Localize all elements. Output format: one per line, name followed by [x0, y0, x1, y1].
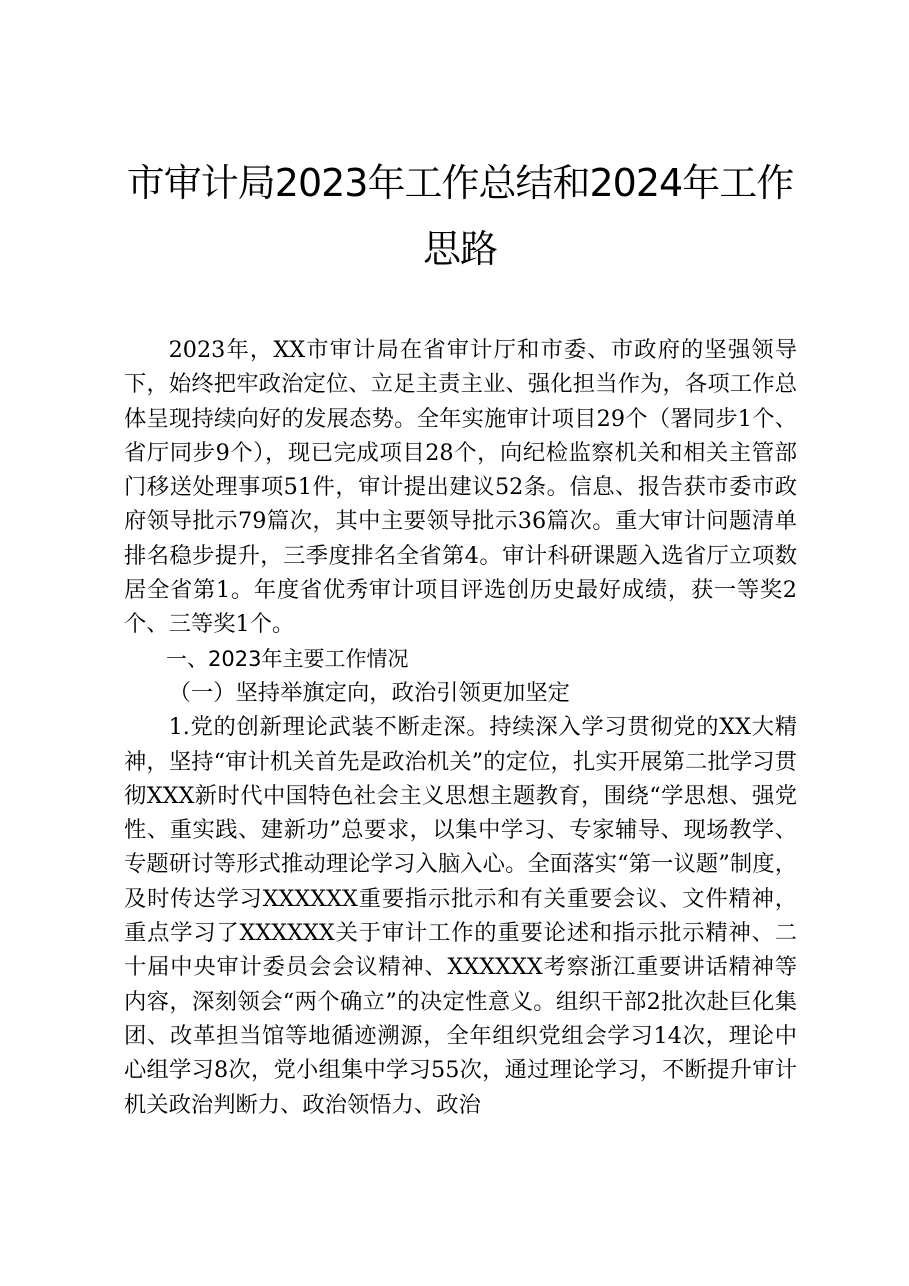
body-paragraph: 1.党的创新理论武装不断走深。持续深入学习贯彻党的XX大精神，坚持“审计机关首先是政治机关”的定位，扎实开展第二批学习贯彻XXX新时代中国特色社会主义思想主题教育，围绕“学思想、强党性、重实践、建新功”总要求，以集中学习、专家辅导、现场教学、专题研讨等形式推动理论学习入脑入心。全面落实“第一议题”制度，及时传达学习XXXXXX重要指示批示和有关重要会议、文件精神，重点学习了XXXXXX关于审计工作的重要论述和指示批示精神、二十届中央审计委员会会议精神、XXXXXX考察浙江重要讲话精神等内容，深刻领会“两个确立”的决定性意义。组织干部2批次赴巨化集团、改革担当馆等地循迹溯源，全年组织党组会学习14次，理论中心组学习8次，党小组集中学习55次，通过理论学习，不断提升审计机关政治判断力、政治领悟力、政治: [124, 714, 797, 1118]
subsection-heading: （一）坚持举旗定向，政治引领更加坚定: [168, 679, 570, 706]
intro-paragraph: 2023年，XX市审计局在省审计厅和市委、市政府的坚强领导下，始终把牢政治定位、立足主责主业、强化担当作为，各项工作总体呈现持续向好的发展态势。全年实施审计项目29个（署同步1个、省厅同步9个），现已完成项目28个，向纪检监察机关和相关主管部门移送处理事项51件，审计提出建议52条。信息、报告获市委市政府领导批示79篇次，其中主要领导批示36篇次。重大审计问题清单排名稳步提升，三季度排名全省第4。审计科研课题入选省厅立项数居全省第1。年度省优秀审计项目评选创历史最好成绩，获一等奖2个、三等奖1个。: [124, 337, 797, 638]
document-body: [124, 333, 797, 1122]
document-title: 市审计局2023年工作总结和2024年工作思路: [126, 161, 794, 271]
section-heading: 一、2023年主要工作情况: [166, 646, 409, 671]
